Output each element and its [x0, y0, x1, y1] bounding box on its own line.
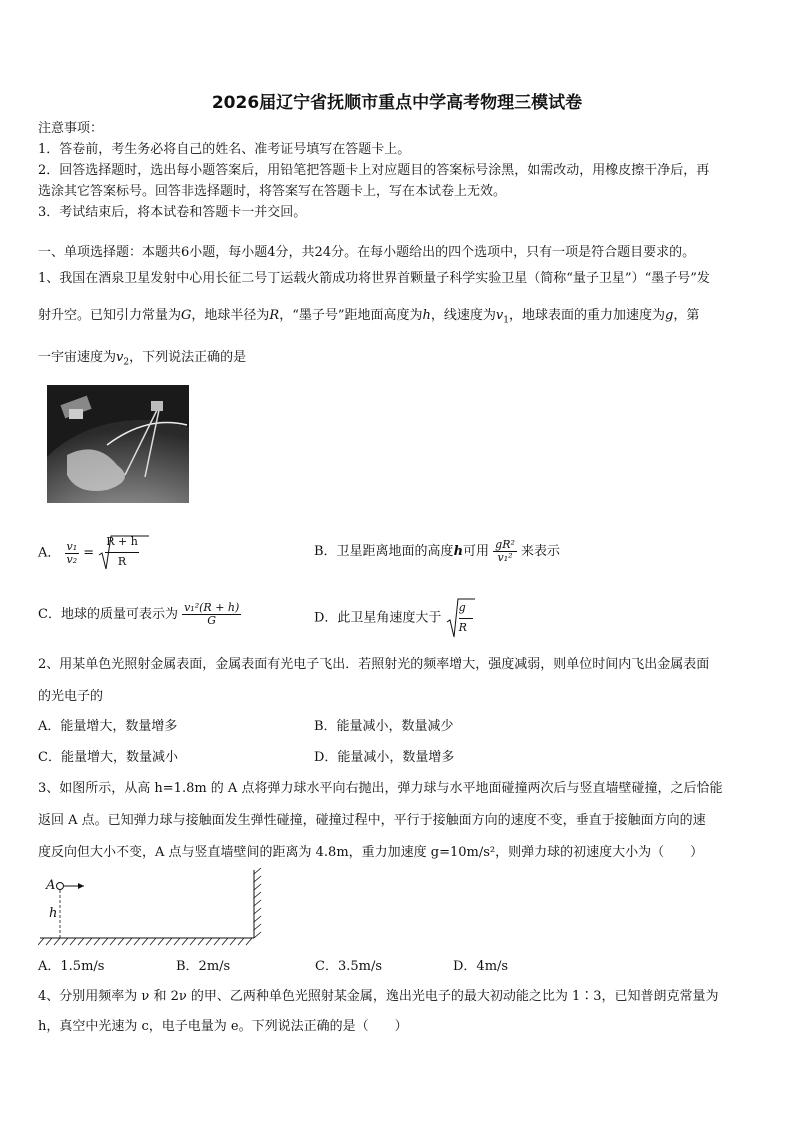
q2-option-d[interactable]: D．能量减小，数量增多 [314, 750, 455, 765]
q2-line1: 2、用某单色光照射金属表面，金属表面有光电子飞出．若照射光的频率增大，强度减弱，则单位时间内飞出金属表面 [38, 657, 710, 672]
notice-item-3: 3．考试结束后，将本试卷和答题卡一并交回。 [38, 205, 307, 220]
q3-line2: 返回 A 点。已知弹力球与接触面发生弹性碰撞，碰撞过程中，平行于接触面方向的速度不变，垂直于接触面方向的速 [38, 813, 706, 828]
q3-line3: 度反向但大小不变，A 点与竖直墙壁间的距离为 4.8m，重力加速度 g=10m/s²，则弹力球的初速度大小为（ ） [38, 845, 704, 860]
q2-option-a[interactable]: A．能量增大，数量增多 [38, 719, 178, 734]
notice-item-2: 2．回答选择题时，选出每小题答案后，用铅笔把答题卡上对应题目的答案标号涂黑，如需改动，用橡皮擦干净后，再 [38, 163, 710, 178]
page-title: 2026届辽宁省抚顺市重点中学高考物理三模试卷 [211, 93, 583, 113]
q3-option-c[interactable]: C．3.5m/s [315, 959, 382, 974]
q4-line2: h，真空中光速为 c，电子电量为 e。下列说法正确的是（ ） [38, 1019, 408, 1034]
notice-heading: 注意事项： [38, 121, 104, 136]
q3-option-d[interactable]: D．4m/s [453, 959, 509, 974]
q1-line2: 射升空。已知引力常量为G，地球半径为R，“墨子号”距地面高度为h，线速度为$v_1$，地球表面的重力加速度为g，第 [38, 308, 700, 326]
fig-label-h: h [49, 906, 58, 921]
q1-option-a[interactable]: A． $\frac{\text{v₁}}{\text{v₂}}$ = R + h R [38, 535, 150, 571]
notice-item-1: 1．答卷前，考生务必将自己的姓名、准考证号填写在答题卡上。 [38, 142, 411, 157]
q2-option-c[interactable]: C．能量增大，数量减小 [38, 750, 178, 765]
q2-line2: 的光电子的 [38, 689, 104, 704]
q4-line1: 4、分别用频率为 ν 和 2ν 的甲、乙两种单色光照射某金属，逸出光电子的最大初动能之比为 1∶3，已知普朗克常量为 [38, 989, 719, 1004]
section-heading: 一、单项选择题：本题共6小题，每小题4分，共24分。在每小题给出的四个选项中，只有一项是符合题目要求的。 [38, 245, 696, 260]
q1-option-b[interactable]: B．卫星距离地面的高度h可用 $\frac{\text{gR²}}{\text{v₁²}}$ 来表示 [314, 538, 561, 564]
q1-line1: 1、我国在酒泉卫星发射中心用长征二号丁运载火箭成功将世界首颗量子科学实验卫星（简称“量子卫星”）“墨子号”发 [38, 271, 710, 286]
satellite-image [47, 385, 189, 503]
fig-label-a: A [46, 878, 56, 893]
q1-line3: 一宇宙速度为$v_2$，下列说法正确的是 [38, 350, 247, 368]
q3-option-b[interactable]: B．2m/s [176, 959, 231, 974]
q2-option-b[interactable]: B．能量减小，数量减少 [314, 719, 454, 734]
q3-figure [38, 868, 268, 946]
q3-line1: 3、如图所示，从高 h=1.8m 的 A 点将弹力球水平向右抛出，弹力球与水平地面碰撞两次后与竖直墙壁碰撞，之后恰能 [38, 781, 723, 796]
q1-option-d[interactable]: D．此卫星角速度大于 $\frac{g}{R}$ [314, 598, 476, 638]
q3-option-a[interactable]: A．1.5m/s [38, 959, 105, 974]
notice-item-2-cont: 选涂其它答案标号。回答非选择题时，将答案写在答题卡上，写在本试卷上无效。 [38, 184, 507, 199]
q1-option-c[interactable]: C．地球的质量可表示为 $\frac{\text{v₁²(R + h)}}{G}$ [38, 601, 240, 627]
